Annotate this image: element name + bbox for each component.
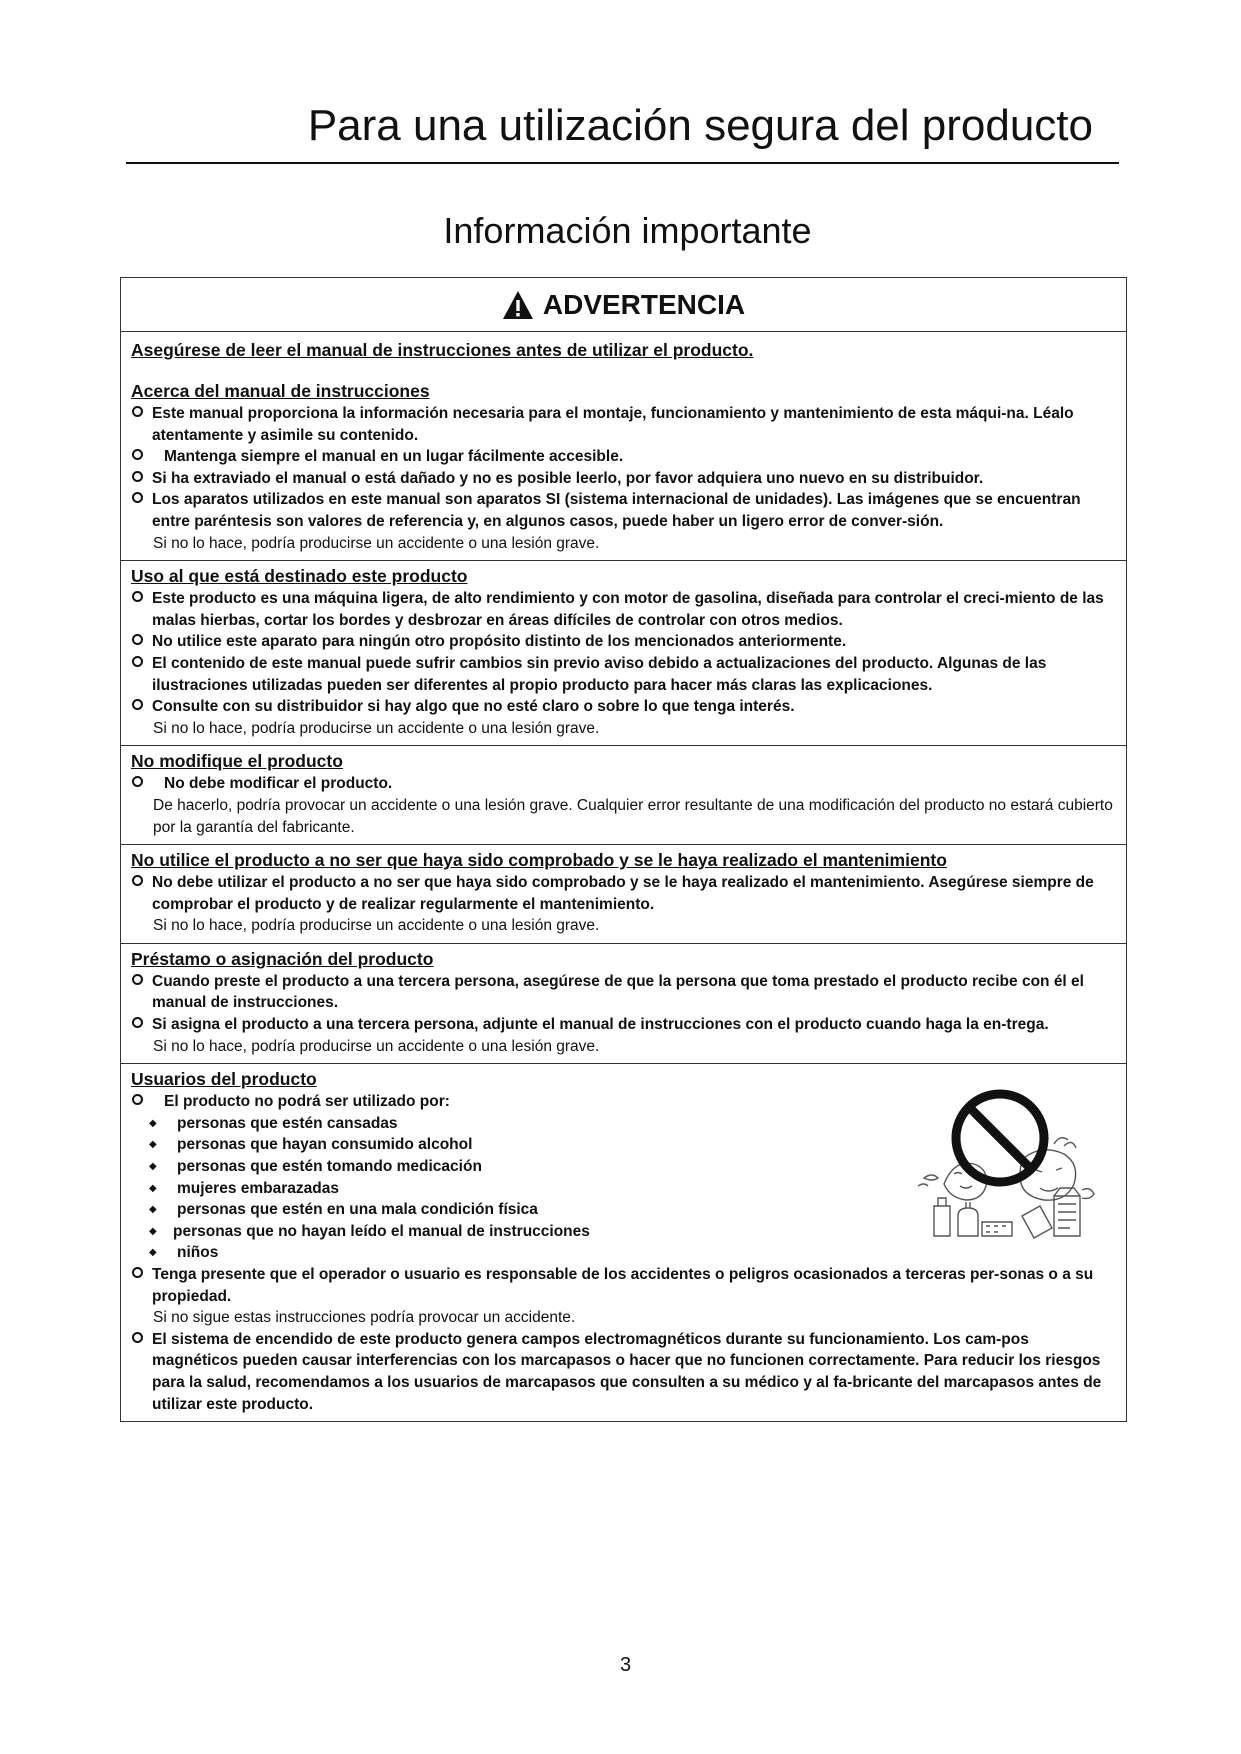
list-item: El producto no podrá ser utilizado por:: [131, 1091, 1116, 1113]
circle-bullet-icon: [132, 1094, 143, 1105]
list-item: Mantenga siempre el manual en un lugar fácilmente accesible.: [131, 446, 1116, 468]
circle-bullet-icon: [132, 974, 143, 985]
diamond-bullet-icon: ◆: [149, 1139, 157, 1151]
section-title: Información importante: [443, 210, 812, 251]
list-item: Cuando preste el producto a una tercera persona, asegúrese de que la persona que toma prestado el producto recibe con él el manual de instrucciones.: [131, 971, 1116, 1014]
list-item: No debe modificar el producto.: [131, 773, 1116, 795]
diamond-bullet-icon: ◆: [149, 1225, 157, 1237]
prohibition-sign-icon: [904, 1066, 1104, 1246]
warning-note: Si no lo hace, podría producirse un accidente o una lesión grave.: [153, 719, 600, 737]
diamond-bullet-icon: ◆: [149, 1117, 157, 1129]
sub-list-item: ◆ personas que hayan consumido alcohol: [131, 1134, 1116, 1156]
circle-bullet-icon: [132, 656, 143, 667]
warning-intro: Asegúrese de leer el manual de instrucciones antes de utilizar el producto.: [131, 340, 754, 360]
warning-note: Si no sigue estas instrucciones podría provocar un accidente.: [153, 1309, 576, 1327]
circle-bullet-icon: [132, 1017, 143, 1028]
section-title-lending: Préstamo o asignación del producto: [131, 948, 434, 969]
header-rule: [126, 162, 1119, 164]
sub-list-item: ◆ personas que estén tomando medicación: [131, 1156, 1116, 1178]
circle-bullet-icon: [132, 776, 143, 787]
warning-note: De hacerlo, podría provocar un accidente o una lesión grave. Cualquier error resultante de una modificación del producto no estará cubierto por la garantía del fabricante.: [153, 796, 1113, 836]
circle-bullet-icon: [132, 875, 143, 886]
circle-bullet-icon: [132, 591, 143, 602]
sub-list-item: ◆ personas que no hayan leído el manual de instrucciones: [131, 1221, 1116, 1243]
warning-triangle-icon: [502, 290, 534, 320]
list-item: Los aparatos utilizados en este manual son aparatos SI (sistema internacional de unidades). Las imágenes que se encuentran entre paréntesis son valores de referencia y, en algunos casos, puede haber un ligero error de conver-sión.: [131, 489, 1116, 532]
sub-list-item: ◆ niños: [131, 1242, 1116, 1264]
section-manual: [121, 332, 1126, 561]
sub-list-item: ◆ personas que estén en una mala condición física: [131, 1199, 1116, 1221]
section-lending: [121, 944, 1126, 1064]
section-users: [121, 1064, 1126, 1421]
warning-note: Si no lo hace, podría producirse un accidente o una lesión grave.: [153, 917, 600, 935]
sub-list-item: ◆ personas que estén cansadas: [131, 1113, 1116, 1135]
list-item: Este manual proporciona la información necesaria para el montaje, funcionamiento y mantenimiento de esta máqui-na. Léalo atentamente y asimile su contenido.: [131, 403, 1116, 446]
section-title-intended-use: Uso al que está destinado este producto: [131, 566, 468, 587]
list-item: El contenido de este manual puede sufrir cambios sin previo aviso debido a actualizaciones del producto. Algunas de las ilustraciones utilizadas pueden ser diferentes al propio producto para hacer más claras las explicaciones.: [131, 653, 1116, 696]
section-maintenance: [121, 845, 1126, 944]
section-title-maintenance: No utilice el producto a no ser que haya sido comprobado y se le haya realizado el mantenimiento: [131, 850, 947, 871]
list-item: Tenga presente que el operador o usuario es responsable de los accidentes o peligros ocasionados a terceras per-sonas o a su propiedad.: [131, 1264, 1116, 1307]
list-item: Consulte con su distribuidor si hay algo que no esté claro o sobre lo que tenga interés.: [131, 696, 1116, 718]
circle-bullet-icon: [132, 699, 143, 710]
circle-bullet-icon: [132, 1267, 143, 1278]
circle-bullet-icon: [132, 634, 143, 645]
circle-bullet-icon: [132, 471, 143, 482]
section-no-modify: [121, 746, 1126, 845]
warning-box: [120, 277, 1127, 1422]
list-item: Si ha extraviado el manual o está dañado y no es posible leerlo, por favor adquiera uno nuevo en su distribuidor.: [131, 468, 1116, 490]
circle-bullet-icon: [132, 406, 143, 417]
warning-label: ADVERTENCIA: [542, 288, 746, 320]
warning-note: Si no lo hace, podría producirse un accidente o una lesión grave.: [153, 534, 600, 552]
section-title-users: Usuarios del producto: [131, 1069, 317, 1090]
circle-bullet-icon: [132, 449, 143, 460]
diamond-bullet-icon: ◆: [149, 1161, 157, 1173]
page-header-title: Para una utilización segura del producto: [307, 101, 1093, 150]
sub-list-item: ◆ mujeres embarazadas: [131, 1178, 1116, 1200]
diamond-bullet-icon: ◆: [149, 1247, 157, 1259]
list-item: No utilice este aparato para ningún otro propósito distinto de los mencionados anteriormente.: [131, 631, 1116, 653]
warning-header: [121, 278, 1126, 332]
section-title-no-modify: No modifique el producto: [131, 751, 343, 772]
page-number: 3: [619, 1654, 632, 1676]
list-item: El sistema de encendido de este producto genera campos electromagnéticos durante su funcionamiento. Los cam-pos magnéticos pueden causar interferencias con los marcapasos o hacer que no funcionen correctamente. Para reducir los riesgos para la salud, recomendamos a los usuarios de marcapasos que consulten a su médico y al fa-bricante del marcapasos antes de utilizar este producto.: [131, 1329, 1116, 1415]
warning-note: Si no lo hace, podría producirse un accidente o una lesión grave.: [153, 1037, 600, 1055]
circle-bullet-icon: [132, 1332, 143, 1343]
section-title-manual: Acerca del manual de instrucciones: [131, 381, 430, 401]
list-item: No debe utilizar el producto a no ser que haya sido comprobado y se le haya realizado el mantenimiento. Asegúrese siempre de comprobar el producto y de realizar regularmente el mantenimiento.: [131, 872, 1116, 915]
diamond-bullet-icon: ◆: [149, 1204, 157, 1216]
list-item: Este producto es una máquina ligera, de alto rendimiento y con motor de gasolina, diseñada para controlar el creci-miento de las malas hierbas, cortar los bordes y desbrozar en áreas difíciles de controlar con otros medios.: [131, 588, 1116, 631]
circle-bullet-icon: [132, 492, 143, 503]
list-item: Si asigna el producto a una tercera persona, adjunte el manual de instrucciones con el producto cuando haga la en-trega.: [131, 1014, 1116, 1036]
diamond-bullet-icon: ◆: [149, 1182, 157, 1194]
section-intended-use: [121, 561, 1126, 746]
